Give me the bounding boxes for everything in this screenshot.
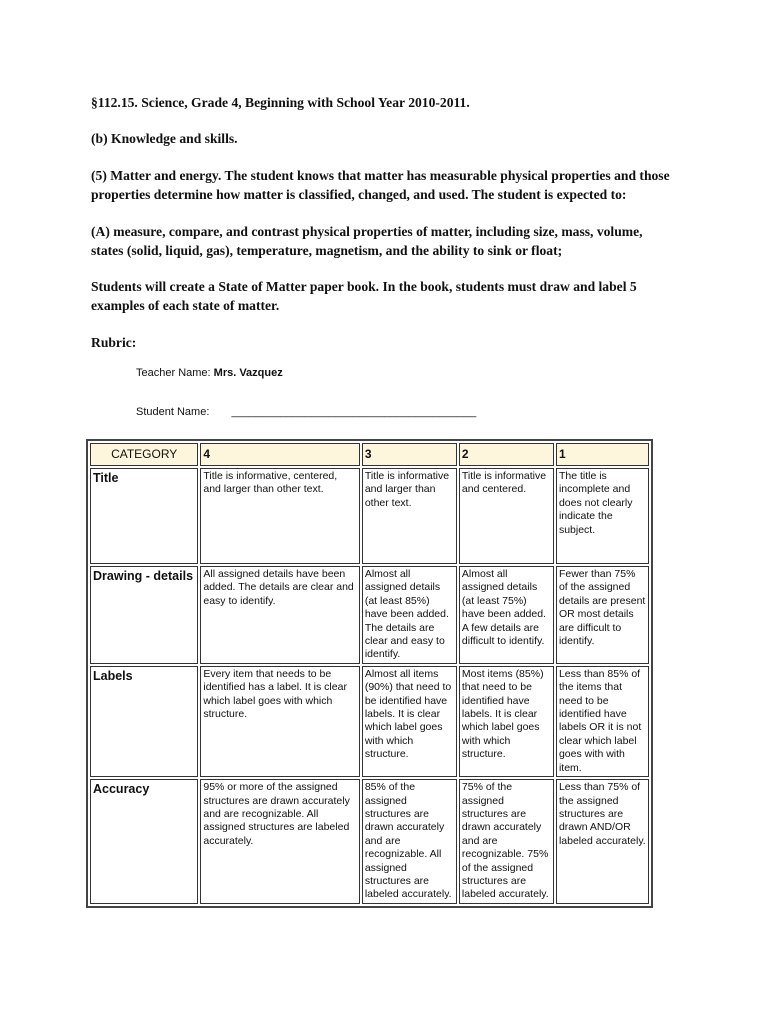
header-score-4: 4: [200, 443, 359, 466]
rubric-cell: Less than 85% of the items that need to be identified have labels OR it is not clear which label goes with with item.: [556, 666, 649, 777]
rubric-row-accuracy: [90, 779, 649, 904]
rubric-cell: Almost all assigned details (at least 75%) have been added. A few details are difficult to identify.: [459, 566, 554, 664]
teacher-name-value: Mrs. Vazquez: [213, 367, 283, 379]
rubric-row-drawing: [90, 566, 649, 664]
rubric-cell: The title is incomplete and does not clearly indicate the subject.: [556, 468, 649, 564]
rubric-cell: Title is informative and centered.: [459, 468, 554, 564]
rubric-table: [86, 439, 653, 908]
assignment-text: Students will create a State of Matter paper book. In the book, students must draw and label 5 examples of each state of matter.: [91, 279, 637, 313]
rubric-cell: 85% of the assigned structures are drawn accurately and are recognizable. All assigned structures are labeled accurately.: [362, 779, 457, 904]
header-category: CATEGORY: [90, 443, 198, 466]
rubric-cell: Most items (85%) that need to be identified have labels. It is clear which label goes with which structure.: [459, 666, 554, 777]
rubric-row-title: [90, 468, 649, 564]
rubric-cell: 75% of the assigned structures are drawn accurately and are recognizable. 75% of the assigned structures are labeled accurately.: [459, 779, 554, 904]
standard-heading: §112.15. Science, Grade 4, Beginning with School Year 2010-2011.: [91, 95, 470, 110]
rubric-cell: 95% or more of the assigned structures are drawn accurately and are recognizable. All assigned structures are labeled accurately.: [200, 779, 359, 904]
teacher-name-line: [136, 367, 283, 379]
student-name-line: [136, 406, 476, 418]
header-score-2: 2: [459, 443, 554, 466]
category-labels: Labels: [90, 666, 198, 777]
rubric-label: Rubric:: [91, 335, 137, 350]
student-name-label: Student Name:: [136, 406, 210, 418]
section-a: (A) measure, compare, and contrast physical properties of matter, including size, mass, volume, states (solid, liquid, gas), temperature, magnetism, and the ability to sink or float;: [91, 224, 643, 258]
rubric-cell: All assigned details have been added. The details are clear and easy to identify.: [200, 566, 359, 664]
rubric-cell: Almost all items (90%) that need to be identified have labels. It is clear which label goes with which structure.: [362, 666, 457, 777]
rubric-cell: Title is informative and larger than other text.: [362, 468, 457, 564]
category-drawing-details: Drawing - details: [90, 566, 198, 664]
header-score-1: 1: [556, 443, 649, 466]
header-score-3: 3: [362, 443, 457, 466]
category-accuracy: Accuracy: [90, 779, 198, 904]
category-title: Title: [90, 468, 198, 564]
teacher-name-label: Teacher Name:: [136, 367, 211, 379]
student-name-blank: ________________________________________: [231, 406, 477, 418]
section-b: (b) Knowledge and skills.: [91, 131, 238, 146]
rubric-row-labels: [90, 666, 649, 777]
rubric-cell: Almost all assigned details (at least 85%) have been added. The details are clear and easy to identify.: [362, 566, 457, 664]
rubric-cell: Title is informative, centered, and larger than other text.: [200, 468, 359, 564]
rubric-header-row: [90, 443, 649, 466]
section-5: (5) Matter and energy. The student knows that matter has measurable physical properties and those properties determine how matter is classified, changed, and used. The student is expected to:: [91, 168, 670, 202]
rubric-cell: Fewer than 75% of the assigned details are present OR most details are difficult to identify.: [556, 566, 649, 664]
rubric-cell: Every item that needs to be identified has a label. It is clear which label goes with which structure.: [200, 666, 359, 777]
rubric-cell: Less than 75% of the assigned structures are drawn AND/OR labeled accurately.: [556, 779, 649, 904]
